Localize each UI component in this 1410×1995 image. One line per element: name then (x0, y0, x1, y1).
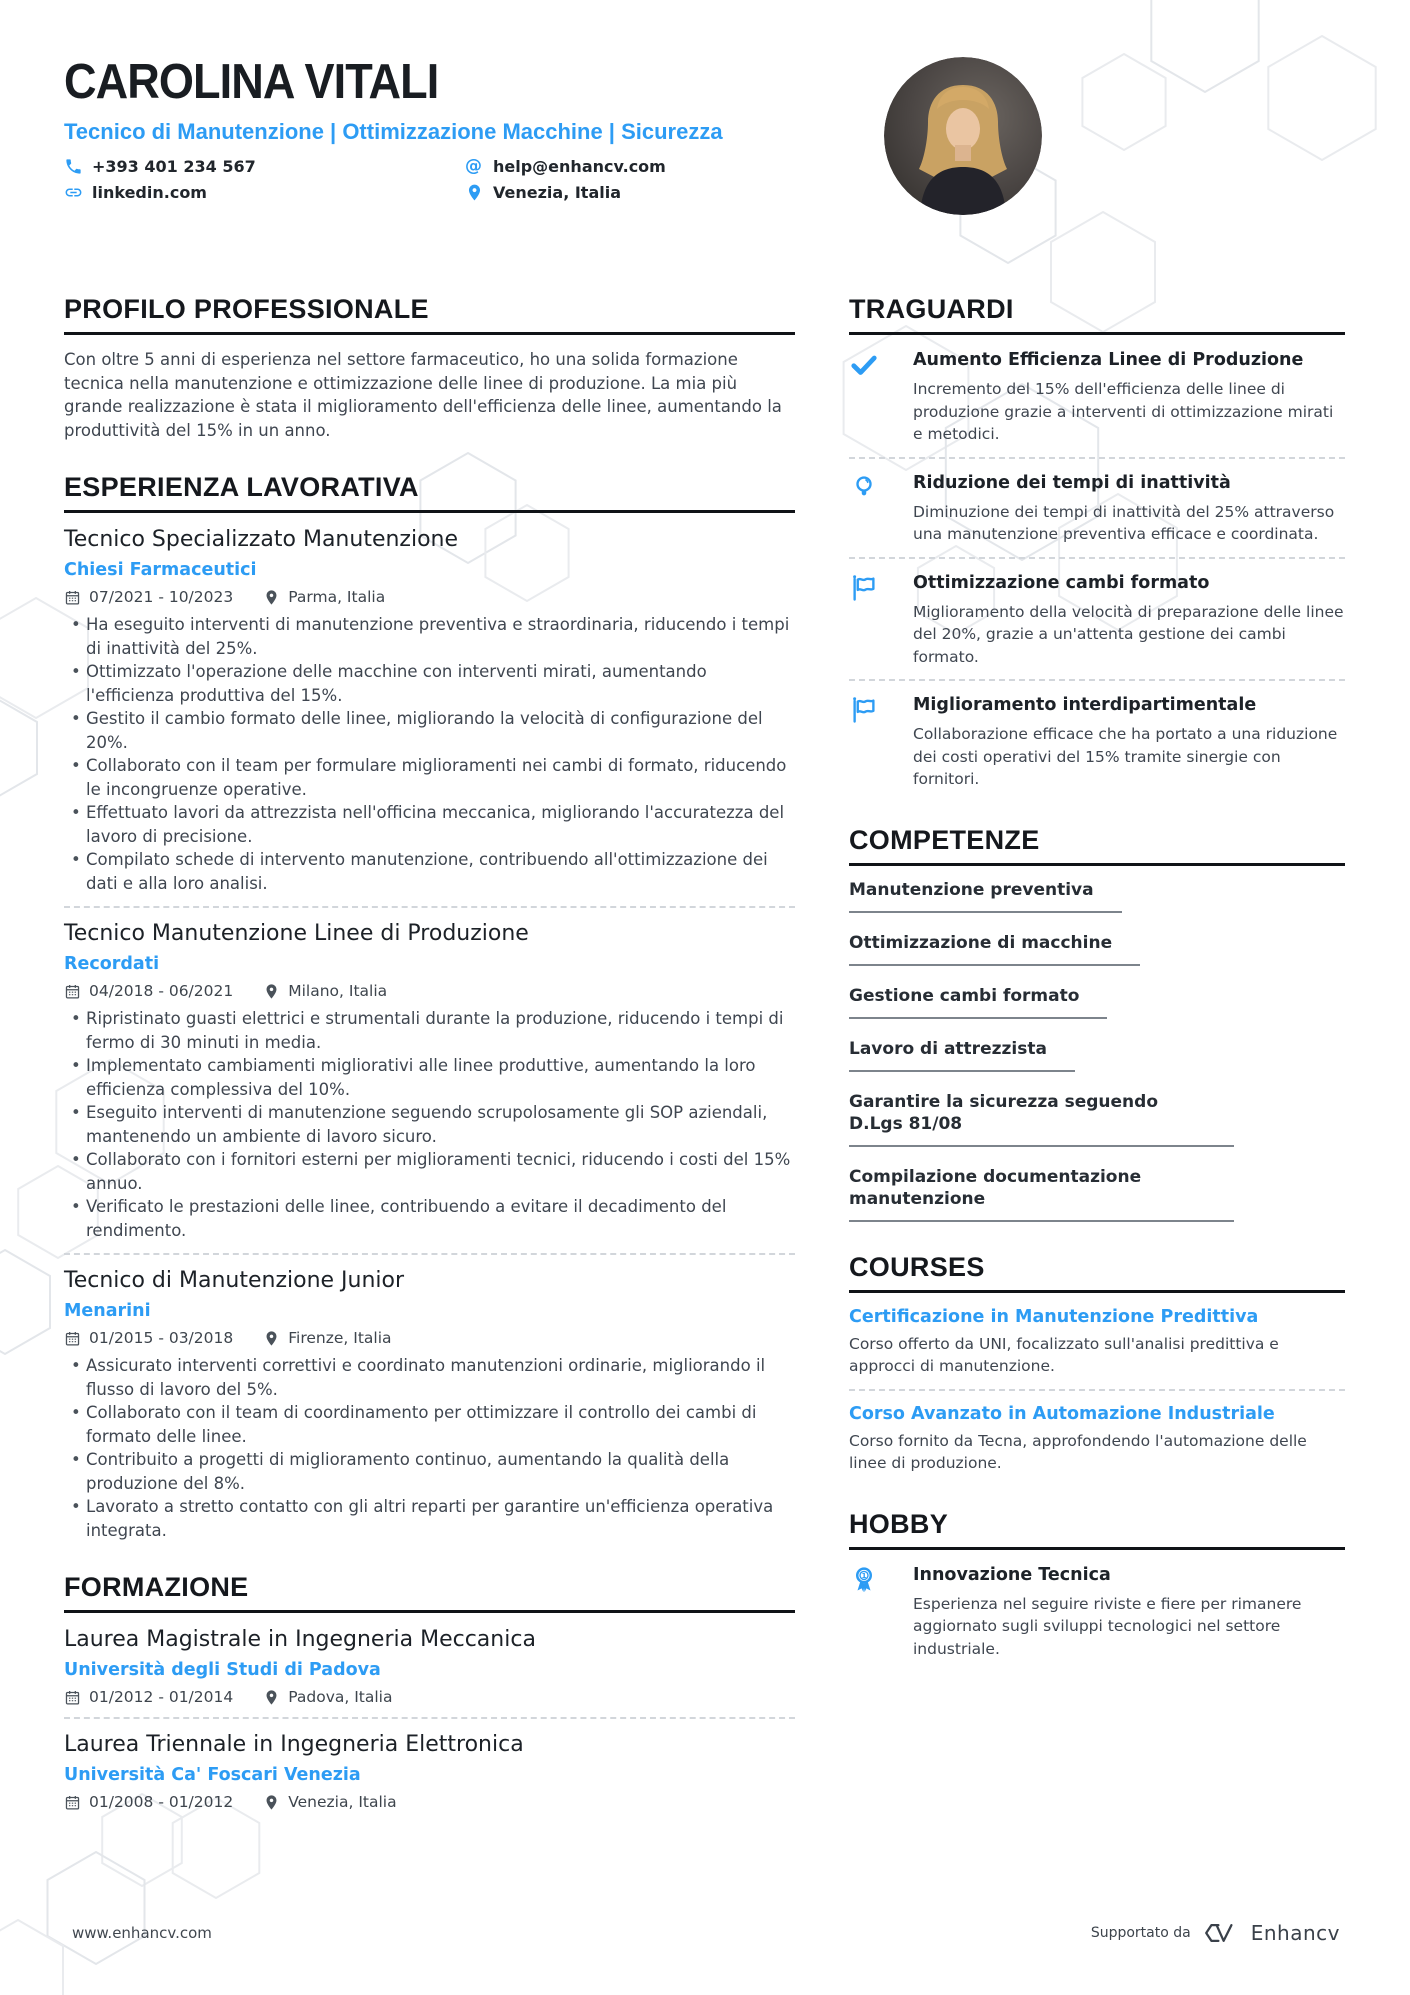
course-entry (849, 1306, 1345, 1391)
dashed-divider (849, 557, 1345, 559)
job-company: Università Ca' Foscari Venezia (64, 1765, 361, 1785)
achievement-entry (849, 348, 1345, 459)
job-meta (64, 588, 795, 606)
section-experience (64, 472, 795, 1542)
job-title: Tecnico di Manutenzione Junior (64, 1268, 405, 1293)
job-bullet: • Gestito il cambio formato delle linee, migliorando la velocità di configurazione del 20%. (64, 707, 795, 754)
skill-item: Manutenzione preventiva (849, 879, 1122, 913)
dashed-divider (849, 1389, 1345, 1391)
contact-text[interactable]: +393 401 234 567 (92, 157, 256, 176)
candidate-name: CAROLINA VITALI (64, 55, 439, 109)
job-title: Laurea Triennale in Ingegneria Elettronica (64, 1732, 524, 1757)
contact-item (64, 157, 465, 176)
course-text: Corso offerto da UNI, focalizzato sull'analisi predittiva e approcci di manutenzione. (849, 1334, 1279, 1375)
job-meta (64, 1793, 795, 1811)
job-title: Tecnico Specializzato Manutenzione (64, 527, 459, 552)
profile-text: Con oltre 5 anni di esperienza nel settore farmaceutico, ho una solida formazione tecnica nella manutenzione e ottimizzazione delle linee di produzione. La mia più grande realizzazione è stata il miglioramento dell'efficienza delle linee, aumentando la produttività del 15% in un anno. (64, 350, 782, 440)
section-achievements (849, 294, 1345, 791)
education-entry (64, 1731, 795, 1811)
section-courses (849, 1252, 1345, 1475)
candidate-headline: Tecnico di Manutenzione | Ottimizzazione Macchine | Sicurezza (64, 119, 723, 144)
job-location: Milano, Italia (288, 982, 388, 1000)
job-dates-group (64, 982, 233, 1000)
experience-entry (64, 920, 795, 1255)
job-dates-group (64, 1793, 233, 1811)
job-location-group (263, 588, 385, 606)
job-bullet: • Collaborato con il team per formulare miglioramenti nei cambi di formato, riducendo le incongruenze operative. (64, 754, 795, 801)
education-entry (64, 1626, 795, 1719)
hobby-heading: HOBBY (849, 1509, 1345, 1550)
achievement-entry (849, 571, 1345, 682)
achievement-title: Riduzione dei tempi di inattività (913, 472, 1231, 493)
at-icon: @ (465, 156, 482, 176)
course-title: Corso Avanzato in Automazione Industriale (849, 1403, 1275, 1424)
job-company: Recordati (64, 954, 160, 974)
job-bullet: • Ha eseguito interventi di manutenzione preventiva e straordinaria, riducendo i tempi di inattività del 25%. (64, 613, 795, 660)
course-text: Corso fornito da Tecna, approfondendo l'automazione delle linee di produzione. (849, 1431, 1307, 1472)
job-bullet: • Verificato le prestazioni delle linee, contribuendo a evitare il decadimento del rendimento. (64, 1195, 795, 1242)
skill-item: Gestione cambi formato (849, 985, 1107, 1019)
experience-heading: ESPERIENZA LAVORATIVA (64, 472, 795, 513)
achievement-title: Innovazione Tecnica (913, 1564, 1111, 1585)
job-bullets (64, 1354, 795, 1542)
job-dates: 07/2021 - 10/2023 (89, 588, 234, 606)
achievements-heading: TRAGUARDI (849, 294, 1345, 335)
job-location-group (263, 1329, 391, 1347)
powered-by (1091, 1920, 1340, 1946)
location-pin-icon (263, 589, 280, 606)
job-location: Firenze, Italia (288, 1329, 392, 1347)
job-meta (64, 982, 795, 1000)
avatar-illustration (884, 57, 1042, 215)
contact-text[interactable]: help@enhancv.com (493, 157, 666, 176)
job-dates: 01/2015 - 03/2018 (89, 1329, 234, 1347)
resume-header (64, 0, 1345, 202)
skill-item: Lavoro di attrezzista (849, 1038, 1075, 1072)
job-bullet: • Eseguito interventi di manutenzione seguendo scrupolosamente gli SOP aziendali, mantenendo un ambiente di lavoro sicuro. (64, 1101, 795, 1148)
enhancv-brand[interactable]: Enhancv (1250, 1921, 1340, 1945)
job-bullet: • Implementato cambiamenti migliorativi alle linee produttive, aumentando la loro efficienza complessiva del 10%. (64, 1054, 795, 1101)
job-location: Parma, Italia (288, 588, 386, 606)
skills-heading: COMPETENZE (849, 825, 1345, 866)
job-meta (64, 1329, 795, 1347)
profile-heading: PROFILO PROFESSIONALE (64, 294, 795, 335)
contact-item (465, 183, 895, 202)
location-pin-icon (263, 1330, 280, 1347)
job-dates-group (64, 588, 233, 606)
job-location-group (263, 1688, 392, 1706)
medal-icon (849, 1565, 879, 1595)
job-location: Padova, Italia (288, 1688, 393, 1706)
job-dates: 04/2018 - 06/2021 (89, 982, 234, 1000)
dashed-divider (849, 679, 1345, 681)
job-dates-group (64, 1329, 233, 1347)
job-dates: 01/2012 - 01/2014 (89, 1688, 234, 1706)
achievement-entry (849, 471, 1345, 559)
job-meta (64, 1688, 795, 1706)
skill-item: Ottimizzazione di macchine (849, 932, 1140, 966)
dashed-divider (64, 1253, 795, 1255)
course-title: Certificazione in Manutenzione Predittiva (849, 1306, 1259, 1327)
location-pin-icon (263, 983, 280, 1000)
achievement-title: Aumento Efficienza Linee di Produzione (913, 350, 1304, 370)
section-profile (64, 294, 795, 442)
job-bullet: • Ottimizzato l'operazione delle macchine con interventi mirati, aumentando l'efficienza produttiva del 15%. (64, 660, 795, 707)
courses-heading: COURSES (849, 1252, 1345, 1293)
achievement-title: Ottimizzazione cambi formato (913, 572, 1210, 593)
skill-item: Compilazione documentazione manutenzione (849, 1166, 1234, 1222)
skill-item: Garantire la sicurezza seguendo D.Lgs 81/08 (849, 1091, 1234, 1147)
profile-photo (884, 57, 1042, 215)
check-icon (849, 350, 879, 380)
location-pin-icon (263, 1689, 280, 1706)
phone-icon (64, 157, 83, 176)
course-entry (849, 1403, 1345, 1475)
job-bullet: • Collaborato con il team di coordinamento per ottimizzare il controllo dei cambi di formato delle linee. (64, 1401, 795, 1448)
calendar-icon (64, 1689, 81, 1706)
achievement-text: Incremento del 15% dell'efficienza delle linee di produzione grazie a interventi di ottimizzazione mirati e metodici. (913, 380, 1334, 443)
job-company: Chiesi Farmaceutici (64, 560, 257, 580)
achievement-text: Miglioramento della velocità di preparazione delle linee del 20%, grazie a un'attenta gestione dei cambi formato. (913, 602, 1344, 666)
powered-by-label: Supportato da (1090, 1925, 1191, 1941)
calendar-icon (64, 589, 81, 606)
job-title: Tecnico Manutenzione Linee di Produzione (64, 921, 529, 946)
contact-text: Venezia, Italia (493, 183, 622, 202)
contact-item (465, 157, 895, 176)
job-company: Università degli Studi di Padova (64, 1660, 381, 1680)
calendar-icon (64, 1330, 81, 1347)
job-bullet: • Ripristinato guasti elettrici e strumentali durante la produzione, riducendo i tempi di fermo di 30 minuti in media. (64, 1007, 795, 1054)
location-pin-icon (263, 1794, 280, 1811)
calendar-icon (64, 983, 81, 1000)
section-hobby (849, 1509, 1345, 1661)
contact-text[interactable]: linkedin.com (92, 183, 207, 202)
section-skills (849, 825, 1345, 1222)
contact-list (64, 157, 1345, 202)
flag-icon (849, 573, 879, 603)
job-bullets (64, 613, 795, 895)
dashed-divider (64, 906, 795, 908)
job-bullets (64, 1007, 795, 1242)
job-title: Laurea Magistrale in Ingegneria Meccanica (64, 1627, 536, 1652)
enhancv-logo-icon[interactable] (1201, 1920, 1241, 1946)
job-bullet: • Effettuato lavori da attrezzista nell'officina meccanica, migliorando l'accuratezza del lavoro di precisione. (64, 801, 795, 848)
achievement-title: Miglioramento interdipartimentale (913, 695, 1257, 715)
lightbulb-icon (849, 473, 879, 503)
job-location-group (263, 1793, 396, 1811)
section-education (64, 1572, 795, 1811)
education-heading: FORMAZIONE (64, 1572, 795, 1613)
dashed-divider (849, 457, 1345, 459)
experience-entry (64, 1267, 795, 1542)
job-dates-group (64, 1688, 233, 1706)
flag-icon (849, 695, 879, 725)
link-icon (64, 183, 83, 202)
footer-url[interactable]: www.enhancv.com (72, 1924, 212, 1942)
svg-text:1: 1 (861, 1570, 867, 1580)
achievement-entry (849, 1563, 1345, 1661)
page-footer (72, 1920, 1340, 1946)
job-location-group (263, 982, 387, 1000)
achievement-text: Collaborazione efficace che ha portato a una riduzione dei costi operativi del 15% tramite sinergie con fornitori. (913, 725, 1338, 788)
job-bullet: • Lavorato a stretto contatto con gli altri reparti per garantire un'efficienza operativa integrata. (64, 1495, 795, 1542)
job-bullet: • Compilato schede di intervento manutenzione, contribuendo all'ottimizzazione dei dati e alla loro analisi. (64, 848, 795, 895)
achievement-text: Esperienza nel seguire riviste e fiere per rimanere aggiornato sugli sviluppi tecnologici nel settore industriale. (913, 1594, 1302, 1658)
achievement-text: Diminuzione dei tempi di inattività del 25% attraverso una manutenzione preventiva efficace e coordinata. (913, 502, 1335, 543)
job-dates: 01/2008 - 01/2012 (89, 1793, 234, 1811)
job-location: Venezia, Italia (288, 1793, 397, 1811)
experience-entry (64, 526, 795, 908)
job-bullet: • Assicurato interventi correttivi e coordinato manutenzioni ordinarie, migliorando il flusso di lavoro del 5%. (64, 1354, 795, 1401)
job-bullet: • Contribuito a progetti di miglioramento continuo, aumentando la qualità della produzione del 8%. (64, 1448, 795, 1495)
job-bullet: • Collaborato con i fornitori esterni per miglioramenti tecnici, riducendo i costi del 15% annuo. (64, 1148, 795, 1195)
contact-item (64, 183, 465, 202)
location-pin-icon (465, 183, 484, 202)
calendar-icon (64, 1794, 81, 1811)
achievement-entry (849, 693, 1345, 791)
job-company: Menarini (64, 1301, 151, 1321)
dashed-divider (64, 1717, 795, 1719)
